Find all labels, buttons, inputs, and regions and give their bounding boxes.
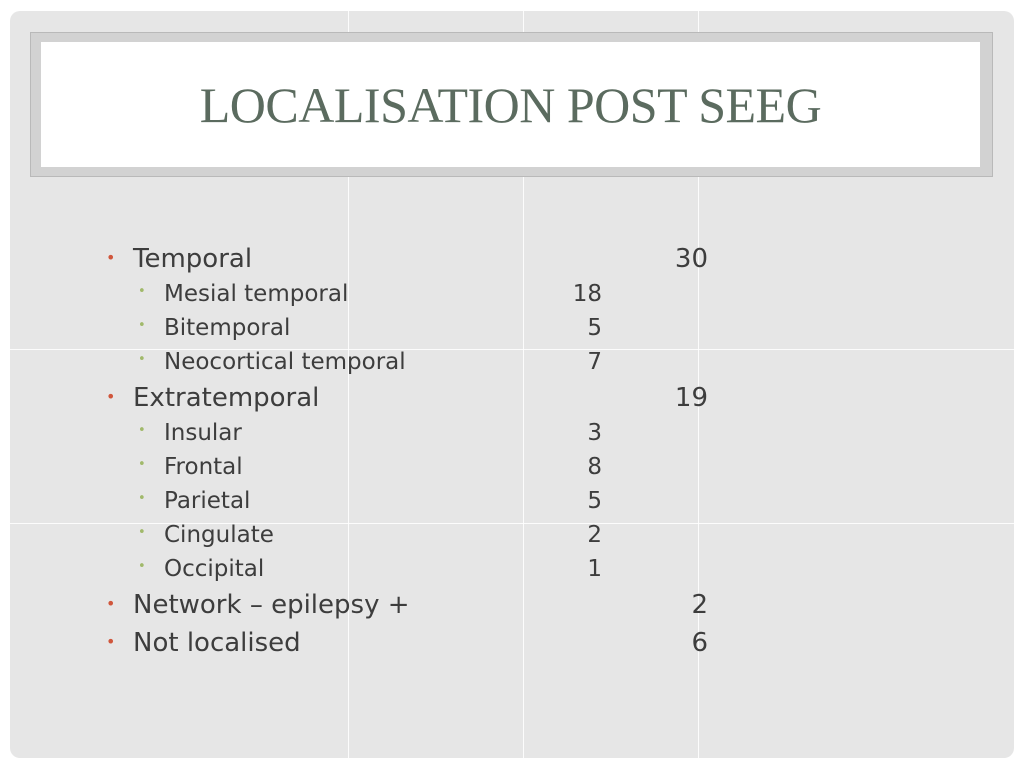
item-value: 30 — [674, 244, 708, 274]
list-item — [10, 315, 1014, 349]
slide — [10, 11, 1014, 758]
item-label: Occipital — [164, 556, 265, 582]
item-value: 6 — [691, 628, 708, 658]
list-item — [10, 488, 1014, 522]
item-label: Frontal — [164, 454, 243, 480]
list-item — [10, 244, 1014, 278]
bullet-icon: • — [138, 491, 146, 506]
item-label: Not localised — [133, 628, 301, 658]
bullet-icon: • — [138, 559, 146, 574]
item-value: 19 — [674, 383, 708, 413]
item-value: 2 — [691, 590, 708, 620]
bullet-list — [10, 11, 1014, 758]
list-item — [10, 454, 1014, 488]
list-item — [10, 522, 1014, 556]
list-item — [10, 383, 1014, 417]
item-value: 8 — [587, 454, 602, 480]
item-label: Extratemporal — [133, 383, 320, 413]
item-label: Network – epilepsy + — [133, 590, 410, 620]
list-item — [10, 281, 1014, 315]
bullet-icon: • — [138, 457, 146, 472]
item-value: 7 — [587, 349, 602, 375]
item-label: Mesial temporal — [164, 281, 349, 307]
bullet-icon: • — [106, 387, 116, 406]
bullet-icon: • — [138, 318, 146, 333]
item-value: 5 — [587, 488, 602, 514]
item-value: 3 — [587, 420, 602, 446]
item-label: Neocortical temporal — [164, 349, 406, 375]
item-value: 18 — [572, 281, 602, 307]
bullet-icon: • — [138, 284, 146, 299]
bullet-icon: • — [138, 352, 146, 367]
item-value: 1 — [587, 556, 602, 582]
list-item — [10, 628, 1014, 662]
list-item — [10, 556, 1014, 590]
item-value: 5 — [587, 315, 602, 341]
item-label: Temporal — [133, 244, 253, 274]
bullet-icon: • — [106, 632, 116, 651]
item-label: Bitemporal — [164, 315, 291, 341]
bullet-icon: • — [106, 594, 116, 613]
item-value: 2 — [587, 522, 602, 548]
list-item — [10, 590, 1014, 624]
bullet-icon: • — [138, 423, 146, 438]
slide-title: LOCALISATION POST SEEG — [199, 76, 822, 133]
item-label: Parietal — [164, 488, 251, 514]
bullet-icon: • — [138, 525, 146, 540]
item-label: Insular — [164, 420, 242, 446]
bullet-icon: • — [106, 248, 116, 267]
list-item — [10, 349, 1014, 383]
item-label: Cingulate — [164, 522, 274, 548]
list-item — [10, 420, 1014, 454]
